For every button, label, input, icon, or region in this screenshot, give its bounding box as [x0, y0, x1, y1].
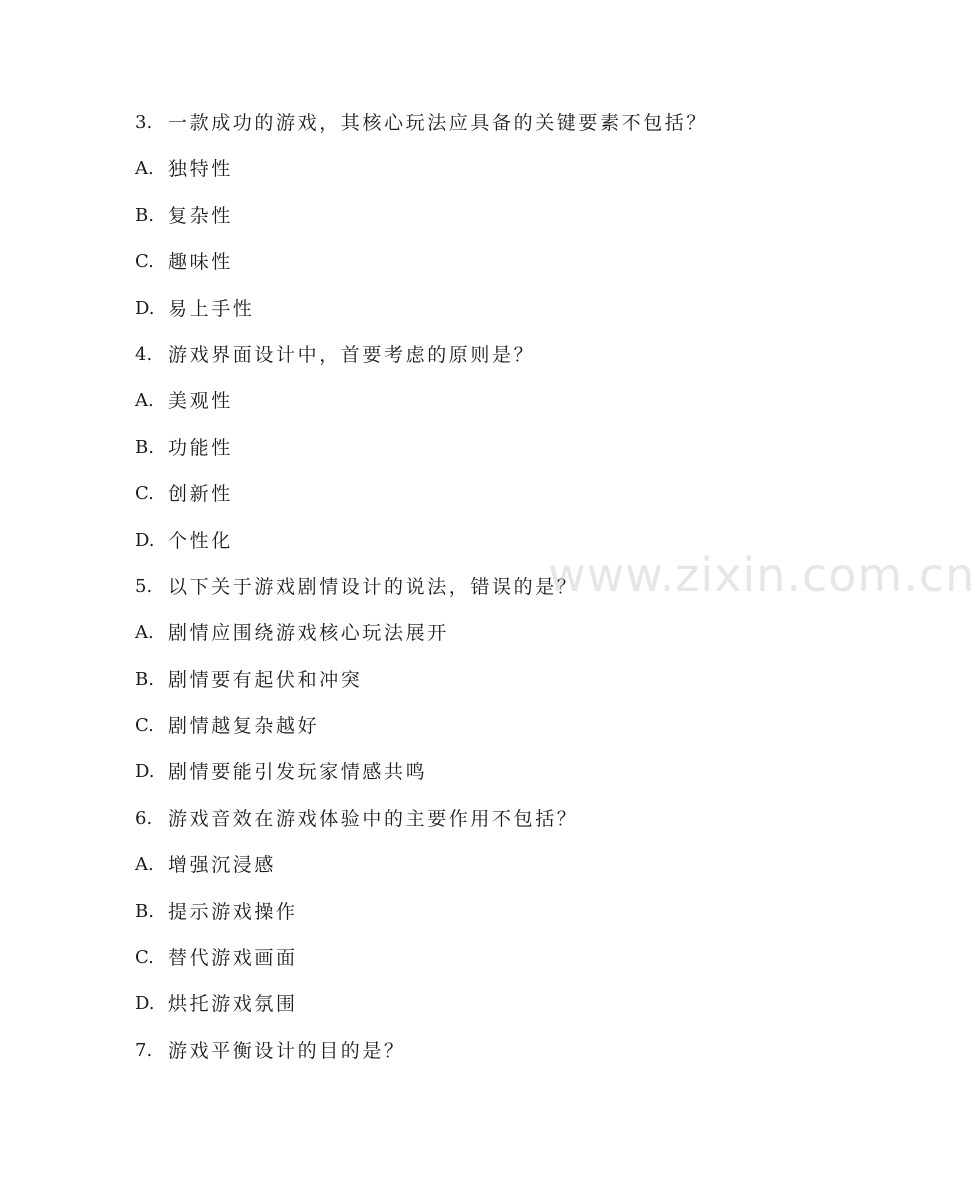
option-letter: D.	[135, 297, 155, 319]
option-letter: B.	[135, 436, 154, 458]
option-letter: B.	[135, 204, 154, 226]
option-text: 创新性	[168, 483, 233, 506]
option-text: 美观性	[168, 390, 233, 413]
option-text: 独特性	[168, 158, 233, 181]
option-4-b	[135, 431, 835, 477]
option-4-c	[135, 477, 835, 523]
option-letter: C.	[135, 947, 154, 969]
question-4	[135, 338, 835, 384]
option-5-a	[135, 616, 835, 662]
option-letter: B.	[135, 668, 154, 690]
option-3-c	[135, 245, 835, 291]
option-text: 易上手性	[168, 297, 255, 320]
question-text: 以下关于游戏剧情设计的说法，错误的是？	[168, 575, 579, 598]
question-text: 游戏界面设计中，首要考虑的原则是？	[168, 343, 536, 366]
question-text: 游戏平衡设计的目的是？	[168, 1039, 406, 1062]
question-number: 4.	[135, 343, 153, 365]
option-6-a	[135, 848, 835, 894]
question-number: 6.	[135, 807, 153, 829]
option-letter: C.	[135, 483, 154, 505]
question-text: 一款成功的游戏，其核心玩法应具备的关键要素不包括？	[168, 112, 709, 134]
option-text: 剧情应围绕游戏核心玩法展开	[168, 622, 449, 645]
option-3-a	[135, 152, 835, 198]
option-text: 增强沉浸感	[168, 854, 277, 877]
watermark: www.zixin.com.cn	[548, 548, 975, 602]
option-text: 烘托游戏氛围	[168, 993, 298, 1016]
option-5-d	[135, 755, 835, 801]
option-text: 剧情越复杂越好	[168, 715, 320, 738]
question-3	[135, 106, 835, 152]
option-letter: A.	[135, 854, 154, 876]
option-5-c	[135, 709, 835, 755]
option-text: 剧情要能引发玩家情感共鸣	[168, 761, 428, 784]
option-text: 提示游戏操作	[168, 900, 298, 923]
option-letter: D.	[135, 993, 155, 1015]
question-number: 7.	[135, 1039, 153, 1061]
option-text: 趣味性	[168, 251, 233, 274]
option-letter: B.	[135, 900, 154, 922]
option-5-b	[135, 663, 835, 709]
option-3-b	[135, 199, 835, 245]
option-text: 剧情要有起伏和冲突	[168, 668, 363, 691]
question-number: 5.	[135, 575, 153, 597]
option-4-a	[135, 384, 835, 430]
option-letter: A.	[135, 158, 154, 180]
question-number: 3.	[135, 112, 153, 133]
question-7	[135, 1034, 835, 1080]
question-6	[135, 802, 835, 848]
question-text: 游戏音效在游戏体验中的主要作用不包括？	[168, 807, 579, 830]
option-letter: A.	[135, 390, 154, 412]
option-text: 复杂性	[168, 204, 233, 227]
option-6-d	[135, 987, 835, 1033]
option-letter: A.	[135, 622, 154, 644]
option-6-b	[135, 895, 835, 941]
option-letter: C.	[135, 715, 154, 737]
option-letter: D.	[135, 761, 155, 783]
option-6-c	[135, 941, 835, 987]
option-letter: C.	[135, 251, 154, 273]
option-text: 功能性	[168, 436, 233, 459]
option-text: 个性化	[168, 529, 233, 552]
option-letter: D.	[135, 529, 155, 551]
option-text: 替代游戏画面	[168, 947, 298, 970]
option-3-d	[135, 292, 835, 338]
